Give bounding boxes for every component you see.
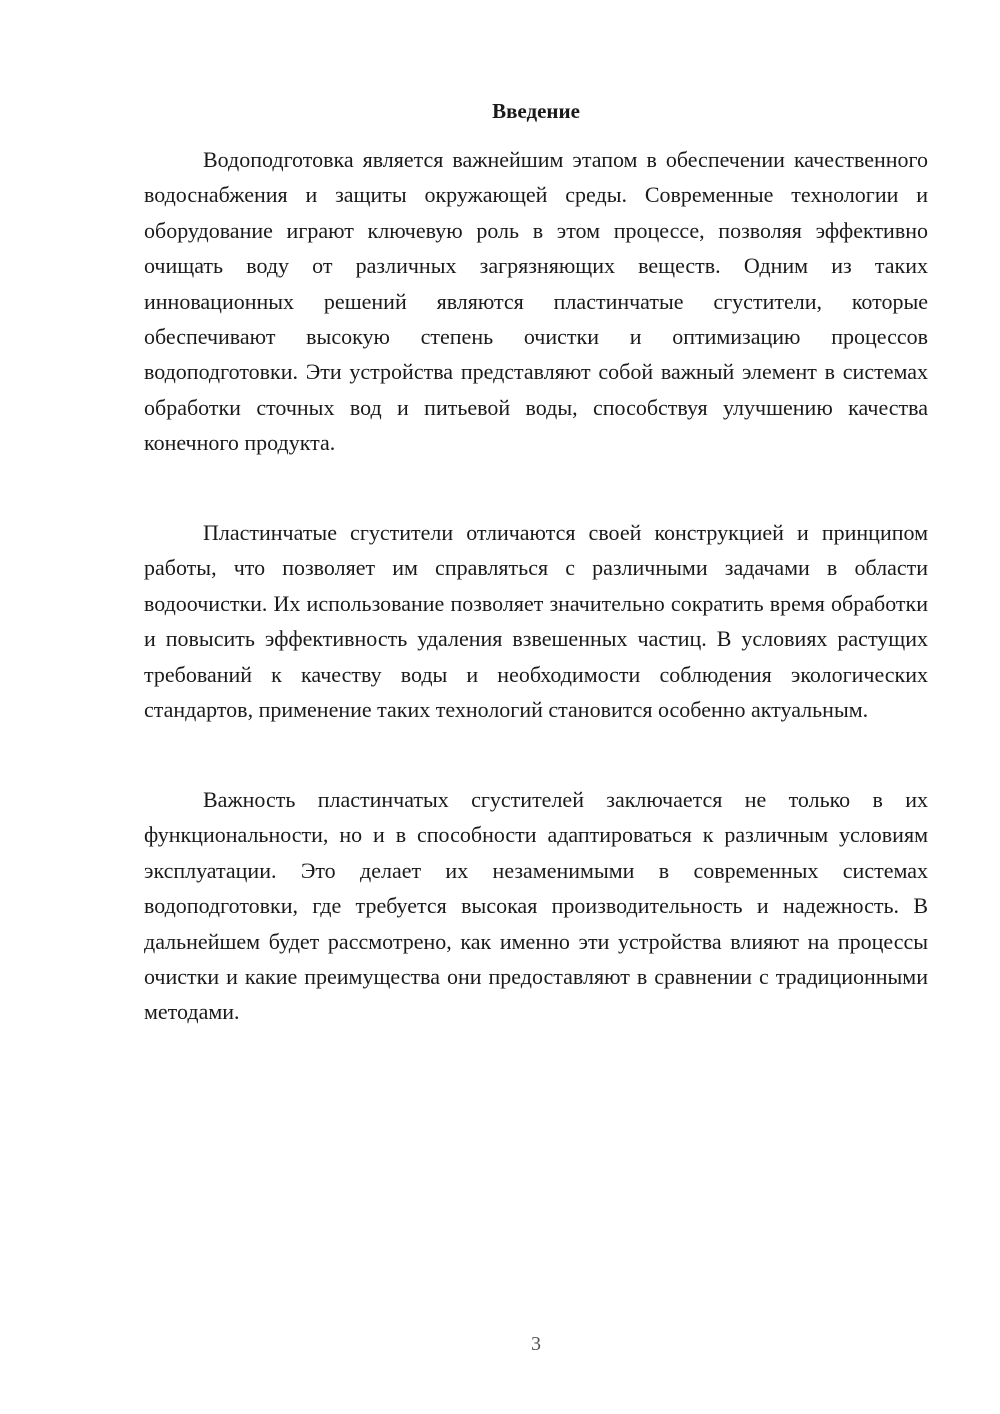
section-title: Введение <box>492 99 580 123</box>
paragraph-3-block <box>144 782 928 1030</box>
paragraph-3: Важность пластинчатых сгустителей заключается не только в их функциональности, но и в способности адаптироваться к различным условиям эксплуатации. Это делает их незаменимыми в современных системах водоподготовки, где требуется высокая производительность и надежность. В дальнейшем будет рассмотрено, как именно эти устройства влияют на процессы очистки и какие преимущества они предоставляют в сравнении с традиционными методами. <box>144 787 928 1025</box>
paragraph-1-block <box>144 142 928 461</box>
paragraph-2: Пластинчатые сгустители отличаются своей конструкцией и принципом работы, что позволяет им справляться с различными задачами в области водоочистки. Их использование позволяет значительно сократить время обработки и повысить эффективность удаления взвешенных частиц. В условиях растущих требований к качеству воды и необходимости соблюдения экологических стандартов, применение таких технологий становится особенно актуальным. <box>144 520 928 723</box>
paragraph-2-block <box>144 515 928 727</box>
page-number: 3 <box>531 1333 541 1355</box>
paragraph-1: Водоподготовка является важнейшим этапом в обеспечении качественного водоснабжения и защиты окружающей среды. Современные технологии и оборудование играют ключевую роль в этом процессе, позволяя эффективно очищать воду от различных загрязняющих веществ. Одним из таких инновационных решений являются пластинчатые сгустители, которые обеспечивают высокую степень очистки и оптимизацию процессов водоподготовки. Эти устройства представляют собой важный элемент в системах обработки сточных вод и питьевой воды, способствуя улучшению качества конечного продукта. <box>144 147 928 456</box>
